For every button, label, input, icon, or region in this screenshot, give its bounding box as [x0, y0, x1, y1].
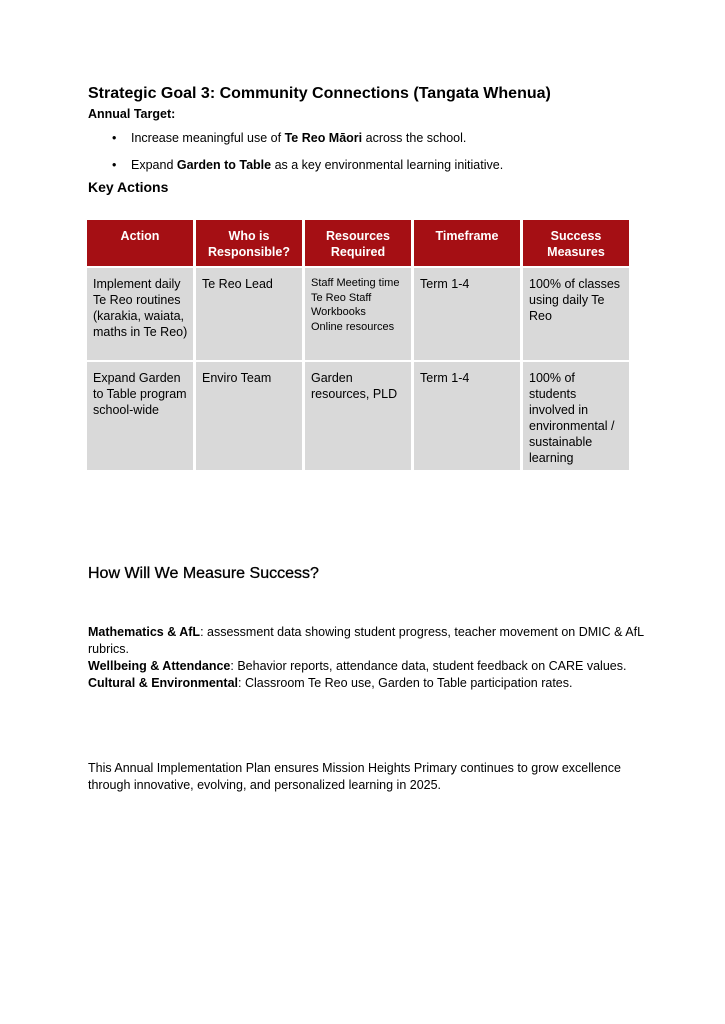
column-header-timeframe: Timeframe — [414, 220, 520, 266]
annual-target-list — [88, 130, 503, 184]
resource-item: Garden resources, PLD — [311, 371, 398, 401]
cell-success: 100% of classes using daily Te Reo — [523, 268, 629, 360]
target-text-pre: Increase meaningful use of — [131, 131, 285, 145]
column-header-resources: Resources Required — [305, 220, 411, 266]
table-header-row — [87, 220, 629, 266]
measure-list — [88, 624, 648, 692]
measure-item — [88, 675, 648, 692]
target-text-bold: Te Reo Māori — [284, 131, 363, 145]
table-row — [87, 268, 629, 360]
column-header-who: Who is Responsible? — [196, 220, 302, 266]
key-actions-heading: Key Actions — [88, 179, 169, 195]
measure-text: : Behavior reports, attendance data, student feedback on CARE values. — [230, 659, 627, 673]
measure-label: Mathematics & AfL — [88, 625, 201, 639]
column-header-success: Success Measures — [523, 220, 629, 266]
table-row — [87, 362, 629, 470]
target-text-pre: Expand — [131, 158, 177, 172]
column-header-action: Action — [87, 220, 193, 266]
cell-timeframe: Term 1-4 — [414, 362, 520, 470]
measure-item — [88, 624, 648, 658]
resource-item: Te Reo Staff — [311, 291, 372, 304]
measure-item — [88, 658, 648, 675]
key-actions-table — [84, 218, 632, 472]
cell-timeframe: Term 1-4 — [414, 268, 520, 360]
goal-title: Strategic Goal 3: Community Connections (Tangata Whenua) — [88, 85, 551, 102]
cell-who: Te Reo Lead — [196, 268, 302, 360]
target-text-post: as a key environmental learning initiative. — [271, 158, 504, 172]
target-item — [88, 130, 503, 146]
measure-label: Wellbeing & Attendance — [88, 659, 231, 673]
closing-paragraph: This Annual Implementation Plan ensures Mission Heights Primary continues to grow excellence through innovative, evolving, and personalized learning in 2025. — [88, 761, 621, 792]
annual-target-label: Annual Target: — [88, 107, 176, 121]
cell-action: Implement daily Te Reo routines (karakia, waiata, maths in Te Reo) — [87, 268, 193, 360]
measure-text: : Classroom Te Reo use, Garden to Table participation rates. — [238, 676, 573, 690]
target-text-post: across the school. — [362, 131, 467, 145]
bullet-icon: • — [112, 131, 117, 145]
cell-resources — [305, 362, 411, 470]
resource-item: Workbooks — [311, 306, 366, 318]
measure-success-heading: How Will We Measure Success? — [88, 565, 319, 582]
bullet-icon: • — [112, 158, 117, 172]
resource-item: Online resources — [311, 320, 395, 333]
cell-resources — [305, 268, 411, 360]
measure-label: Cultural & Environmental — [88, 676, 239, 690]
resource-item: Staff Meeting time — [311, 277, 400, 289]
target-item — [88, 157, 503, 173]
cell-success: 100% of students involved in environmental / sustainable learning — [523, 362, 629, 470]
target-text-bold: Garden to Table — [176, 158, 272, 172]
measure-text: : assessment data showing student progress, teacher movement on DMIC & AfL rubrics. — [88, 625, 644, 656]
cell-who: Enviro Team — [196, 362, 302, 470]
cell-action: Expand Garden to Table program school-wide — [87, 362, 193, 470]
